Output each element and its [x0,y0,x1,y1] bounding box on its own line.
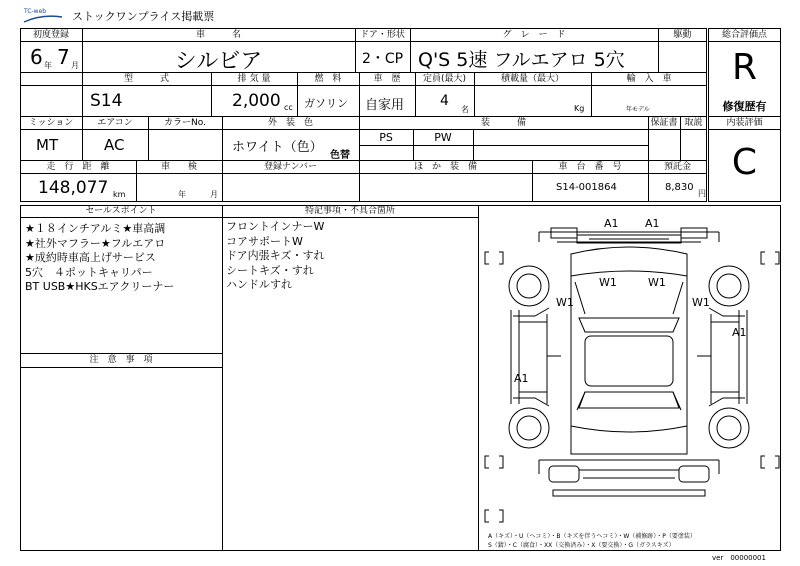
hdr-manual: 取説 [684,118,703,128]
history: 自家用 [365,98,405,113]
hdr-sales: セールスポイント [85,206,157,216]
equip-ps: PS [379,131,393,144]
import-unit: 年モデル [626,106,650,113]
mission: MT [36,136,59,154]
mark-a1-top-left: A1 [604,217,619,230]
hdr-other-eq: ほ か 装 備 [413,162,477,172]
notes-list [226,220,324,293]
list-item: BT USB★HKSエアクリーナー [25,280,175,293]
hdr-notes: 特記事項・不具合箇所 [304,206,395,216]
model: S14 [90,91,123,111]
hdr-aircon: エアコン [97,118,133,128]
hdr-chassis: 車 台 番 号 [558,162,622,172]
hdr-import: 輸 入 車 [626,74,672,84]
version: ver 00000001 [712,554,766,562]
hdr-inspection: 車 検 [160,162,197,172]
mileage-unit: km [113,190,126,199]
mileage: 148,077 [38,178,109,198]
grade: Q'S 5速 フルエアロ 5穴 [418,49,625,71]
logo [22,9,64,19]
hdr-exterior: 外 装 色 [267,118,313,128]
color-change: 色替 [330,150,350,161]
list-item: ドア内張キズ・すれ [226,249,325,262]
hdr-door-type: ドア・形状 [360,30,405,40]
overall-note: 修復歴有 [722,100,767,113]
displacement: 2,000 [232,91,281,111]
hdr-fuel: 燃 料 [314,74,342,84]
front-view [539,228,719,243]
logo-swoosh-icon [22,14,64,24]
mark-a1-left: A1 [514,372,529,385]
exterior-color: ホワイト（色） [232,140,323,155]
hdr-model: 型 式 [123,74,169,84]
rear-view [539,460,719,496]
hdr-car-name: 車 名 [195,30,241,40]
interior-grade: C [731,142,758,183]
reg-year-unit: 年 [44,61,52,70]
capacity: 4 [440,93,449,109]
legend-line-1: A（キズ）・U（ヘコミ）・B（キズを伴うヘコミ）・W（補修跡）・P（要塗装） [488,533,696,540]
fuel: ガソリン [304,97,348,110]
doc-title: ストックワンプライス掲載票 [72,10,215,23]
list-item: 5穴 ４ポットキャリパー [25,265,153,279]
mark-w1-right: W1 [692,296,710,309]
hdr-interior: 内装評価 [726,118,763,128]
hdr-capacity: 定員(最大) [422,74,467,84]
logo-text: TC-web [24,8,47,15]
hdr-reg-number: 登録ナンバー [264,162,317,172]
top-view [571,247,687,454]
list-item: ハンドルすれ [226,278,292,291]
list-item: シートキズ・すれ [226,263,314,277]
sales-point-list [25,222,174,295]
reg-month: 7 [57,45,70,69]
chassis-number: S14-001864 [556,182,617,193]
hdr-drive: 駆動 [673,30,692,40]
list-item: ★成約時車高上げサービス [25,251,156,264]
hdr-mission: ミッション [28,118,74,128]
displacement-unit: cc [284,103,293,112]
equip-pw: PW [434,131,452,144]
load-unit: Kg [574,104,585,113]
right-side-view [697,266,749,448]
mark-a1-top-right: A1 [645,217,660,230]
list-item: ★１８インチアルミ★車高調 [25,222,166,235]
left-side-view [509,266,561,448]
capacity-unit: 名 [461,105,469,114]
insp-month: 月 [210,190,218,199]
car-name: シルビア [174,49,263,74]
reg-month-unit: 月 [71,61,79,70]
hdr-price: 預託金 [663,162,691,172]
hdr-mileage: 走 行 距 離 [46,162,110,172]
mark-w1-left: W1 [556,296,574,309]
mark-w1-center-left: W1 [599,276,617,289]
overall-grade: R [731,47,757,88]
insp-year: 年 [178,190,186,199]
hdr-history: 車 歴 [373,74,401,84]
list-item: コアサポートW [226,234,303,248]
legend-line-2: S（錆）・C（腐食）・XX（交換済み）・X（要交換）・G（ガラスキズ） [488,542,675,549]
price: 8,830 [665,182,694,193]
aircon: AC [104,136,125,154]
hdr-color-no: カラーNo. [164,118,206,128]
reg-month-pre: 6 [30,45,43,69]
mark-a1-right: A1 [732,326,747,339]
hdr-warranty: 保証書 [650,118,678,128]
price-unit: 円 [698,189,706,198]
hdr-caution: 注 意 事 項 [89,355,153,365]
hdr-displacement: 排 気 量 [237,74,271,84]
hdr-load: 積載量（最大） [500,74,564,84]
hdr-grade: グ レ ー ド [502,30,566,40]
hdr-first-reg: 初度登録 [32,30,69,40]
list-item: ★社外マフラー★フルエアロ [25,236,166,250]
door-type: 2・CP [361,51,404,67]
bracket-marks [485,252,779,522]
mark-w1-center-right: W1 [648,276,666,289]
hdr-equipment: 装 備 [480,118,526,128]
hdr-overall: 総合評価点 [721,30,767,40]
list-item: フロントインナーW [226,220,325,233]
